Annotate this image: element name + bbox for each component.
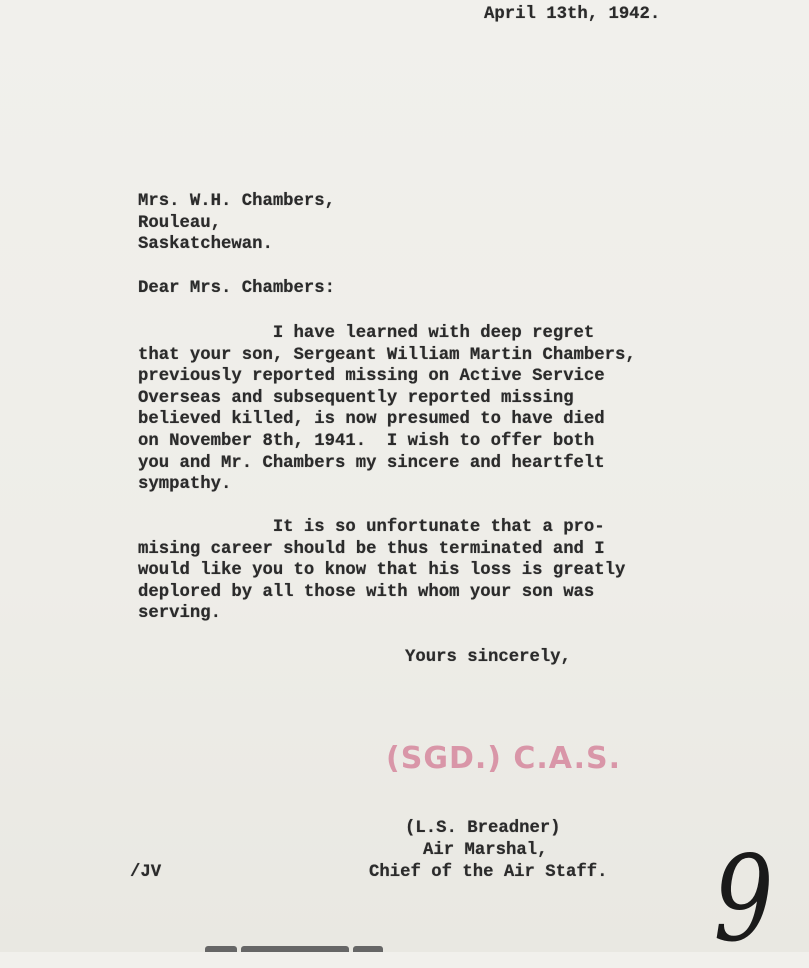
closing: Yours sincerely, bbox=[405, 648, 571, 667]
salutation: Dear Mrs. Chambers: bbox=[138, 279, 336, 298]
body-paragraph-2 bbox=[138, 517, 625, 625]
text-line: Overseas and subsequently reported missing bbox=[138, 388, 574, 408]
recipient-address bbox=[138, 191, 335, 256]
viewer-toolbar-edge bbox=[241, 946, 349, 952]
address-line: Saskatchewan. bbox=[138, 235, 273, 255]
viewer-toolbar-edge bbox=[205, 946, 237, 952]
address-line: Rouleau, bbox=[138, 213, 221, 233]
text-line: serving. bbox=[138, 604, 221, 624]
body-paragraph-1 bbox=[138, 323, 636, 496]
signature-rank: Air Marshal, bbox=[423, 841, 548, 860]
text-line: would like you to know that his loss is greatly bbox=[138, 561, 626, 581]
text-line: deplored by all those with whom your son was bbox=[138, 582, 595, 602]
text-line: I have learned with deep regret bbox=[138, 324, 595, 343]
text-line: you and Mr. Chambers my sincere and heartfelt bbox=[138, 453, 605, 473]
text-line: It is so unfortunate that a pro- bbox=[138, 518, 605, 537]
text-line: mising career should be thus terminated and I bbox=[138, 539, 605, 559]
handwritten-page-number: 9 bbox=[713, 830, 774, 968]
text-line: previously reported missing on Active Service bbox=[138, 367, 605, 387]
signature-stamp: (SGD.) C.A.S. bbox=[386, 741, 621, 776]
text-line: sympathy. bbox=[138, 475, 232, 495]
letter-date: April 13th, 1942. bbox=[484, 5, 661, 24]
signature-title: Chief of the Air Staff. bbox=[369, 863, 608, 882]
typist-initials: /JV bbox=[130, 863, 162, 882]
text-line: believed killed, is now presumed to have died bbox=[138, 410, 605, 430]
address-line: Mrs. W.H. Chambers, bbox=[138, 192, 336, 211]
text-line: that your son, Sergeant William Martin Chambers, bbox=[138, 345, 636, 365]
text-line: on November 8th, 1941. I wish to offer both bbox=[138, 431, 595, 451]
signature-name: (L.S. Breadner) bbox=[405, 819, 561, 838]
viewer-toolbar-edge bbox=[353, 946, 383, 952]
